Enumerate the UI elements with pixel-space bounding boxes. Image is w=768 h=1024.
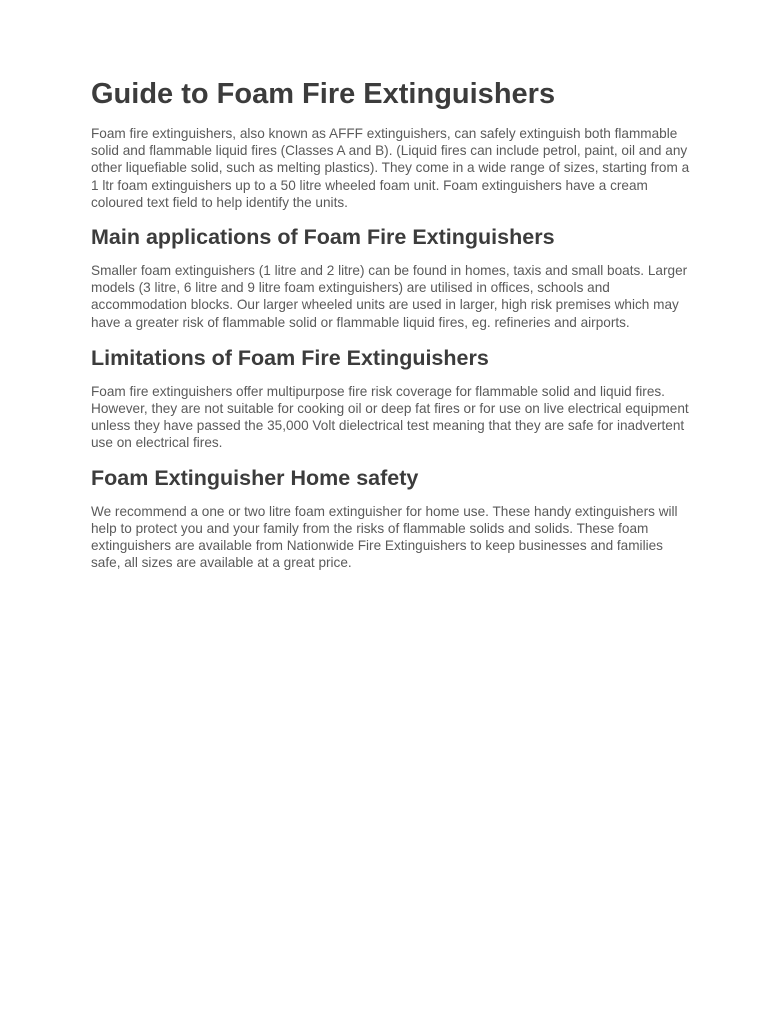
article-content [91,76,691,571]
section-heading-limitations: Limitations of Foam Fire Extinguishers [91,345,489,370]
section-body-main-applications: Smaller foam extinguishers (1 litre and 2 litre) can be found in homes, taxis and small boats. Larger models (3 litre, 6 litre and 9 litre foam extinguishers) are utilised in offices, schools and accommodation blocks. Our larger wheeled units are used in larger, high risk premises which may have a greater risk of flammable solid or flammable liquid fires, eg. refineries and airports. [91,263,688,330]
section-heading-main-applications: Main applications of Foam Fire Extinguishers [91,225,555,250]
section-heading-home-safety: Foam Extinguisher Home safety [91,465,419,490]
section-body-limitations: Foam fire extinguishers offer multipurpose fire risk coverage for flammable solid and liquid fires. However, they are not suitable for cooking oil or deep fat fires or for use on live electrical equipment unless they have passed the 35,000 Volt dielectrical test meaning that they are safe for inadvertent use on electrical fires. [91,383,689,451]
intro-paragraph: Foam fire extinguishers, also known as AFFF extinguishers, can safely extinguish both flammable solid and flammable liquid fires (Classes A and B). (Liquid fires can include petrol, paint, oil and any other liquefiable solid, such as melting plastics). They come in a wide range of sizes, starting from a 1 ltr foam extinguishers up to a 50 litre wheeled foam unit. Foam extinguishers have a cream coloured text field to help identify the units. [91,126,690,210]
page-title: Guide to Foam Fire Extinguishers [91,78,556,110]
section-body-home-safety: We recommend a one or two litre foam extinguisher for home use. These handy extinguishers will help to protect you and your family from the risks of flammable solids and solids. These foam extinguishers are available from Nationwide Fire Extinguishers to keep businesses and families safe, all sizes are available at a great price. [91,503,678,571]
